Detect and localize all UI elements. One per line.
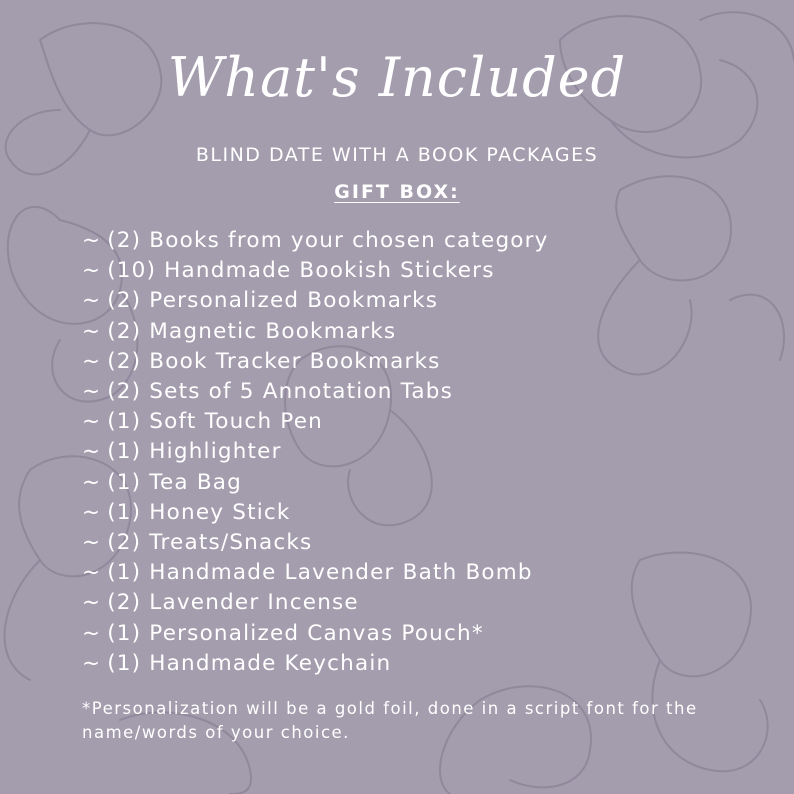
page-title: What's Included bbox=[167, 46, 627, 109]
list-item bbox=[82, 347, 549, 377]
tilde-bullet: ~ bbox=[82, 348, 102, 374]
list-item bbox=[82, 226, 549, 256]
list-item bbox=[82, 317, 549, 347]
item-text: (2) Personalized Bookmarks bbox=[107, 288, 439, 314]
list-item bbox=[82, 286, 549, 316]
item-text: (1) Tea Bag bbox=[107, 469, 242, 495]
tilde-bullet: ~ bbox=[82, 530, 102, 556]
tilde-bullet: ~ bbox=[82, 650, 102, 676]
included-items-list bbox=[82, 226, 549, 679]
tilde-bullet: ~ bbox=[82, 499, 102, 525]
tilde-bullet: ~ bbox=[82, 560, 102, 586]
item-text: (1) Handmade Keychain bbox=[107, 650, 392, 676]
tilde-bullet: ~ bbox=[82, 228, 102, 253]
tilde-bullet: ~ bbox=[82, 439, 102, 465]
list-item bbox=[82, 407, 549, 437]
item-text: (1) Honey Stick bbox=[107, 499, 291, 525]
tilde-bullet: ~ bbox=[82, 379, 102, 405]
personalization-footnote: *Personalization will be a gold foil, done in a script font for the name/words of your choice. bbox=[82, 699, 698, 742]
item-text: (2) Book Tracker Bookmarks bbox=[107, 348, 441, 374]
item-text: (1) Handmade Lavender Bath Bomb bbox=[107, 560, 533, 586]
item-text: (2) Sets of 5 Annotation Tabs bbox=[107, 379, 454, 405]
item-text: (1) Highlighter bbox=[107, 439, 282, 465]
list-item bbox=[82, 468, 549, 498]
list-item bbox=[82, 649, 549, 679]
tilde-bullet: ~ bbox=[82, 620, 102, 646]
item-text: (2) Books from your chosen category bbox=[107, 228, 549, 253]
tilde-bullet: ~ bbox=[82, 469, 102, 495]
list-item bbox=[82, 588, 549, 618]
list-item bbox=[82, 528, 549, 558]
list-item bbox=[82, 437, 549, 467]
tilde-bullet: ~ bbox=[82, 409, 102, 435]
item-text: (10) Handmade Bookish Stickers bbox=[107, 258, 495, 284]
list-item bbox=[82, 619, 549, 649]
item-text: (2) Magnetic Bookmarks bbox=[107, 318, 397, 344]
tilde-bullet: ~ bbox=[82, 288, 102, 314]
list-item bbox=[82, 558, 549, 588]
tilde-bullet: ~ bbox=[82, 258, 102, 284]
list-item bbox=[82, 498, 549, 528]
list-item bbox=[82, 256, 549, 286]
list-item bbox=[82, 377, 549, 407]
page-subtitle: BLIND DATE WITH A BOOK PACKAGES bbox=[195, 144, 599, 166]
tilde-bullet: ~ bbox=[82, 318, 102, 344]
item-text: (2) Lavender Incense bbox=[107, 590, 359, 616]
item-text: (2) Treats/Snacks bbox=[107, 530, 313, 556]
section-heading: GIFT BOX: bbox=[334, 181, 460, 203]
item-text: (1) Soft Touch Pen bbox=[107, 409, 323, 435]
tilde-bullet: ~ bbox=[82, 590, 102, 616]
item-text: (1) Personalized Canvas Pouch* bbox=[107, 620, 484, 646]
